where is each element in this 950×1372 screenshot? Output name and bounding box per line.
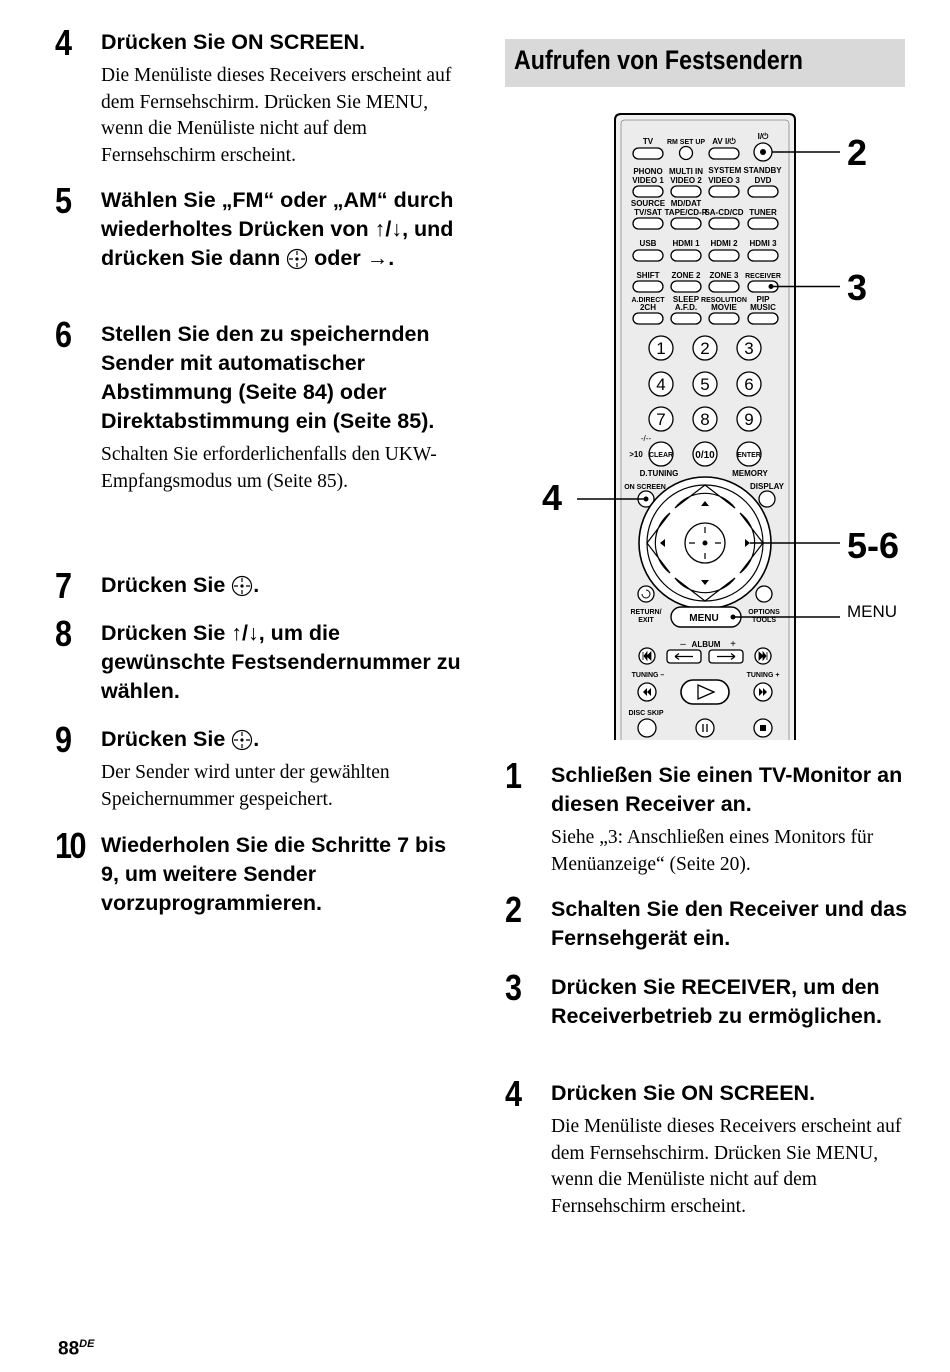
section-title-bar: [505, 39, 905, 87]
page-number: [58, 1338, 94, 1360]
zone3-label: ZONE 3: [709, 271, 739, 280]
step-heading: Drücken Sie ON SCREEN.: [101, 30, 366, 54]
key-0-10-label: 0/10: [695, 450, 715, 461]
av-power-button[interactable]: [709, 148, 739, 159]
power-label: I/⏻: [757, 132, 769, 141]
zone2-label: ZONE 2: [671, 271, 701, 280]
step-number: 9: [55, 719, 72, 760]
key-7-label: 7: [656, 410, 666, 429]
step-3-right: [505, 967, 925, 1031]
heading-text: Wählen Sie „FM“ oder „AM“ durch wiederholtes Drücken von: [101, 188, 454, 241]
exit-label: EXIT: [638, 617, 654, 624]
multi-in-label: MULTI IN: [668, 167, 704, 176]
d-tuning-label: D.TUNING: [639, 469, 679, 478]
heading-text: oder: [308, 246, 367, 270]
step-text: Siehe „3: Anschließen eines Monitors für Menüanzeige“ (Seite 20).: [551, 827, 874, 875]
memory-label: MEMORY: [732, 469, 768, 478]
enter-label: ENTER: [737, 452, 761, 459]
step-heading: [101, 619, 465, 706]
step-number: 2: [505, 889, 522, 930]
hdmi1-label: HDMI 1: [672, 239, 700, 248]
video3-button[interactable]: [709, 186, 739, 197]
usb-button[interactable]: [633, 250, 663, 261]
step-number: 3: [505, 967, 522, 1008]
hdmi2-label: HDMI 2: [710, 239, 738, 248]
shift-label: SHIFT: [636, 271, 660, 280]
key-3-label: 3: [744, 339, 754, 358]
step-text: Schalten Sie erforderlichenfalls den UKW-Empfangsmodus um (Seite 85).: [101, 444, 437, 492]
dash-label: -/--: [640, 434, 652, 443]
dvd-label: DVD: [754, 176, 772, 185]
language-code: DE: [79, 1338, 95, 1350]
heading-text: , und drücken Sie dann: [101, 217, 454, 270]
heading-text: Drücken Sie: [101, 573, 232, 597]
album-plus-label: +: [730, 639, 736, 650]
pip-label: PIP: [756, 295, 770, 304]
key-1-label: 1: [656, 339, 666, 358]
key-6-label: 6: [744, 375, 754, 394]
enter-button-icon: [231, 729, 253, 751]
options-button[interactable]: [756, 586, 772, 602]
tape-cdr-label: TAPE/CD-R: [664, 208, 708, 217]
video3-label: VIDEO 3: [708, 176, 740, 185]
hdmi3-button[interactable]: [748, 250, 778, 261]
pause-button[interactable]: [696, 719, 714, 737]
source-label: SOURCE: [630, 199, 666, 208]
sa-cd-button[interactable]: [709, 218, 739, 229]
heading-text: , um die gewünschte Festsendernummer zu wählen.: [101, 621, 461, 703]
afd-button[interactable]: [671, 313, 701, 324]
up-down-arrows-icon: ↑/↓: [374, 217, 403, 241]
afd-label: A.F.D.: [674, 303, 698, 312]
key-5-label: 5: [700, 375, 710, 394]
step-number: 10: [55, 825, 84, 866]
section-title: Aufrufen von Festsendern: [514, 45, 804, 75]
callout-3: 3: [847, 267, 868, 308]
page-number-value: 88: [58, 1338, 80, 1360]
step-1-right: [505, 755, 925, 878]
album-label: ALBUM: [691, 640, 721, 649]
on-screen-label: ON SCREEN: [624, 484, 666, 491]
step-number: 8: [55, 613, 72, 654]
step-10-left: [55, 825, 465, 918]
step-6-left: [55, 314, 465, 495]
key-9-label: 9: [744, 410, 754, 429]
step-number: 4: [55, 22, 72, 63]
key-2-label: 2: [700, 339, 710, 358]
usb-label: USB: [639, 239, 657, 248]
tuner-button[interactable]: [748, 218, 778, 229]
gt10-label: >10: [629, 450, 643, 459]
tv-sat-button[interactable]: [633, 218, 663, 229]
step-8-left: [55, 613, 465, 706]
step-5-left: [55, 180, 465, 273]
return-label: RETURN/: [630, 609, 662, 616]
step-text: Die Menüliste dieses Receivers erscheint auf dem Fernsehschirm. Drücken Sie MENU, wenn die Menüliste nicht auf dem Fernsehschirm erscheint.: [551, 1116, 902, 1217]
key-4-label: 4: [656, 375, 666, 394]
step-7-left: [55, 565, 465, 606]
heading-text: Drücken Sie: [101, 727, 232, 751]
step-4-right: [505, 1073, 925, 1220]
step-heading: Schließen Sie einen TV-Monitor an diesen Receiver an.: [551, 763, 903, 816]
step-text: Die Menüliste dieses Receivers erscheint auf dem Fernsehschirm. Drücken Sie MENU, wenn die Menüliste nicht auf dem Fernsehschirm erscheint.: [101, 65, 452, 166]
step-9-left: [55, 719, 465, 813]
step-heading: Drücken Sie ON SCREEN.: [551, 1081, 816, 1105]
a-direct-label: A.DIRECT: [631, 297, 665, 304]
rm-set-up-button[interactable]: [680, 147, 693, 160]
disc-skip-button[interactable]: [638, 719, 656, 737]
av-power-label: AV I/⏻: [712, 137, 736, 146]
remote-control-illustration: [505, 108, 925, 740]
tv-button[interactable]: [633, 148, 663, 159]
movie-label: MOVIE: [711, 303, 737, 312]
up-down-arrows-icon: ↑/↓: [231, 621, 259, 645]
md-dat-label: MD/DAT: [670, 199, 702, 208]
rm-set-up-label: RM SET UP: [666, 139, 706, 146]
step-number: 7: [55, 565, 72, 606]
callout-menu: MENU: [847, 602, 898, 621]
receiver-label: RECEIVER: [745, 273, 781, 280]
menu-label: MENU: [689, 613, 719, 624]
callout-4: 4: [542, 477, 563, 518]
step-number: 6: [55, 314, 72, 355]
dvd-button[interactable]: [748, 186, 778, 197]
movie-button[interactable]: [709, 313, 739, 324]
tape-cdr-button[interactable]: [671, 218, 701, 229]
2ch-button[interactable]: [633, 313, 663, 324]
system-standby-label: SYSTEM STANDBY: [708, 166, 782, 175]
options-label: OPTIONS: [748, 609, 780, 616]
disc-skip-label: DISC SKIP: [628, 710, 664, 717]
sa-cd-label: SA-CD/CD: [704, 208, 744, 217]
step-2-right: [505, 889, 925, 953]
shift-button[interactable]: [633, 281, 663, 292]
callout-dot: [644, 497, 649, 502]
step-heading: Wiederholen Sie die Schritte 7 bis 9, um weitere Sender vorzuprogrammieren.: [101, 833, 447, 915]
callout-dot: [760, 149, 766, 155]
step-heading: Stellen Sie den zu speichernden Sender mit automatischer Abstimmung (Seite 84) oder Direktabstimmung ein (Seite 85).: [101, 322, 435, 433]
callout-5-6: 5-6: [847, 525, 900, 566]
heading-text: .: [253, 727, 260, 751]
clear-label: CLEAR: [648, 452, 674, 459]
step-4-left: [55, 22, 465, 169]
2ch-label: 2CH: [639, 303, 657, 312]
step-number: 5: [55, 180, 72, 221]
return-button[interactable]: [638, 586, 654, 602]
tuner-label: TUNER: [749, 208, 777, 217]
album-minus-label: –: [680, 639, 686, 650]
callout-2: 2: [847, 132, 868, 173]
phono-label: PHONO: [633, 167, 663, 176]
enter-button-icon: [286, 248, 308, 270]
music-button[interactable]: [748, 313, 778, 324]
step-number: 1: [505, 755, 522, 796]
key-8-label: 8: [700, 410, 710, 429]
tv-label: TV: [642, 137, 654, 146]
display-button[interactable]: [759, 491, 775, 507]
heading-text: Drücken Sie: [101, 621, 232, 645]
step-number: 4: [505, 1073, 522, 1114]
video1-button[interactable]: [633, 186, 663, 197]
display-label: DISPLAY: [750, 482, 784, 491]
tools-label: TOOLS: [752, 617, 776, 624]
heading-text: .: [388, 246, 395, 270]
tv-sat-label: TV/SAT: [634, 208, 662, 217]
zone2-button[interactable]: [671, 281, 701, 292]
step-text: Der Sender wird unter der gewählten Speichernummer gespeichert.: [101, 762, 390, 810]
step-heading: [101, 571, 465, 600]
video1-label: VIDEO 1: [632, 176, 664, 185]
tuning-plus-label: TUNING +: [746, 672, 780, 679]
step-heading: [101, 725, 465, 754]
zone3-button[interactable]: [709, 281, 739, 292]
sleep-label: SLEEP: [672, 295, 700, 304]
step-heading: Schalten Sie den Receiver und das Fernsehgerät ein.: [551, 897, 908, 950]
hdmi1-button[interactable]: [671, 250, 701, 261]
step-heading: Drücken Sie RECEIVER, um den Receiverbetrieb zu ermöglichen.: [551, 975, 882, 1028]
resolution-label: RESOLUTION: [701, 297, 747, 304]
right-arrow-icon: →: [366, 246, 389, 270]
video2-button[interactable]: [671, 186, 701, 197]
step-heading: [101, 186, 465, 273]
video2-label: VIDEO 2: [670, 176, 702, 185]
enter-button-icon: [231, 575, 253, 597]
hdmi2-button[interactable]: [709, 250, 739, 261]
tuning-minus-label: TUNING –: [631, 672, 665, 679]
hdmi3-label: HDMI 3: [749, 239, 777, 248]
heading-text: .: [253, 573, 260, 597]
music-label: MUSIC: [750, 303, 776, 312]
callout-dot: [731, 615, 736, 620]
callout-dot: [769, 284, 774, 289]
